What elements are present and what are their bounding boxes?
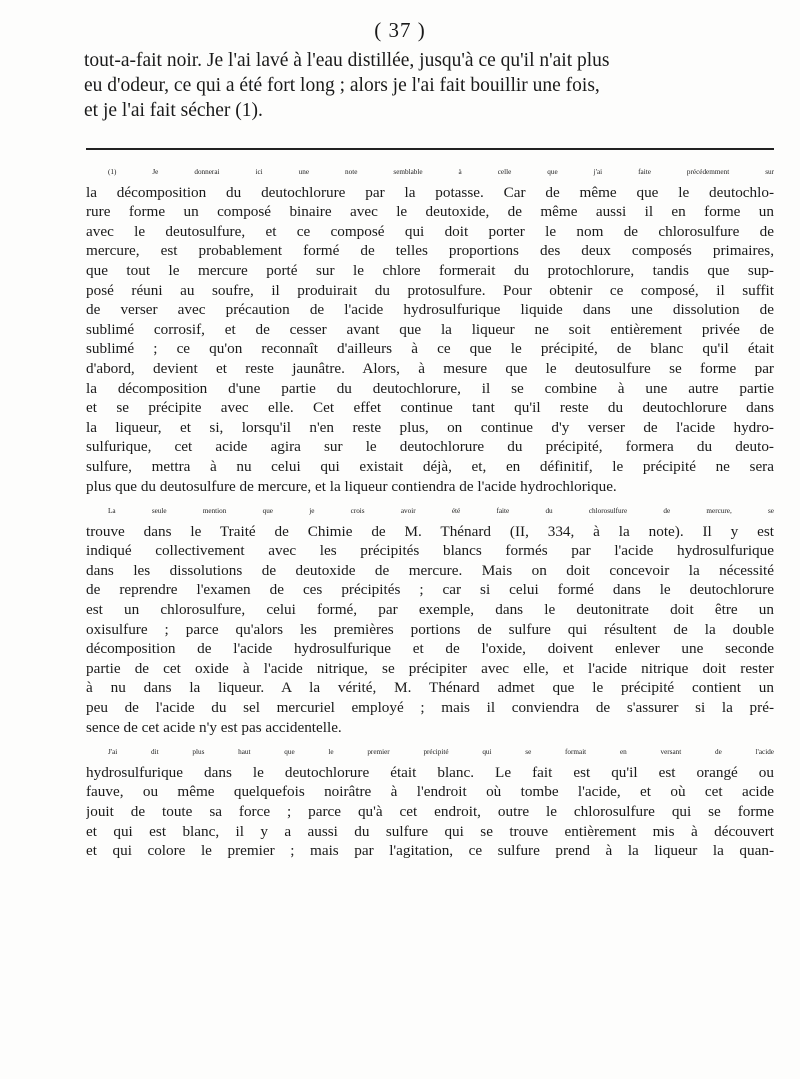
footnote-paragraph-3 [86,743,774,861]
footnote-line: à nu dans la liqueur. A la vérité, M. Thénard admet que le précipité contient un [86,679,774,697]
footnote-line: J'ai dit plus haut que le premier précipité qui se formait en versant de l'acide [108,748,774,757]
main-line: eu d'odeur, ce qui a été fort long ; alors je l'ai fait bouillir une fois, [84,75,600,96]
footnote-line: mercure, est probablement formé de telles proportions des deux composés primaires, [86,242,774,260]
footnote-separator-rule [86,148,774,150]
footnote-line: oxisulfure ; parce qu'alors les premières portions de sulfure qui résultent de la double [86,620,774,638]
footnote-line: est un chlorosulfure, celui formé, par exemple, dans le deutonitrate doit être un [86,601,774,619]
footnote-line: fauve, ou même quelquefois noirâtre à l'endroit où tombe l'acide, et où cet acide [86,783,774,801]
footnote-line: avec le deutosulfure, et ce composé qui doit porter le nom de chlorosulfure de [86,222,774,240]
footnote-line: sence de cet acide n'y est pas accidentelle. [86,718,342,736]
footnote-line: de reprendre l'examen de ces précipités ; car si celui formé dans le deutochlorure [86,581,774,599]
footnote-line: sulfure, mettra à nu celui qui existait déjà, et, en définitif, le précipité ne sera [86,457,774,475]
footnote-line: La seule mention que je crois avoir été faite du chlorosulfure de mercure, se [108,507,774,516]
footnote-line: et qui est blanc, il y a aussi du sulfure qui se trouve entièrement mis à découvert [86,822,774,840]
footnote-line: la décomposition du deutochlorure par la potasse. Car de même que le deutochlo- [86,183,774,201]
footnote-line: de verser avec précaution de l'acide hydrosulfurique liquide dans une dissolution de [86,301,774,319]
footnote-line: d'abord, devient et reste jaunâtre. Alors, à mesure que le deutosulfure se forme par [86,359,774,377]
footnote-line: la liqueur, et si, lorsqu'il n'en reste plus, on continue d'y verser de l'acide hydro- [86,418,774,436]
footnote-line: la décomposition d'une partie du deutochlorure, il se combine à une autre partie [86,379,774,397]
footnote-line: que tout le mercure porté sur le chlore formerait du protochlorure, tandis que sup- [86,261,774,279]
footnotes [86,163,774,867]
footnote-line: sublimé ; ce qu'on reconnaît d'ailleurs à ce que le précipité, de blanc qu'il était [86,340,774,358]
footnote-line: peu de l'acide du sel mercuriel employé ; mais il conviendra de s'assurer si la pré- [86,699,774,717]
footnote-line: hydrosulfurique dans le deutochlorure était blanc. Le fait est qu'il est orangé ou [86,763,774,781]
footnote-line: dans les dissolutions de deutoxide de mercure. Mais on doit concevoir la nécessité [86,561,774,579]
footnote-line: trouve dans le Traité de Chimie de M. Thénard (II, 334, à la note). Il y est [86,522,774,540]
footnote-line: partie de cet oxide à l'acide nitrique, se précipiter avec elle, et l'acide nitrique doit rester [86,659,774,677]
footnote-line: jouit de toute sa force ; parce qu'à cet endroit, outre le chlorosulfure qui se forme [86,803,774,820]
footnote-line: et se précipite avec elle. Cet effet continue tant qu'il reste du deutochlorure dans [86,399,774,417]
footnote-paragraph-2 [86,502,774,737]
footnote-line: posé réuni au soufre, il produirait du protosulfure. Pour obtenir ce composé, il suffit [86,281,774,299]
footnote-line: plus que du deutosulfure de mercure, et la liqueur contiendra de l'acide hydrochlorique. [86,477,617,495]
footnote-line: sublimé corrosif, et de cesser avant que la liqueur ne soit entièrement privée de [86,320,774,338]
footnote-paragraph-1 [86,163,774,496]
page-number: ( 37 ) [374,18,426,42]
main-text [84,48,772,123]
footnote-line: indiqué collectivement avec les précipités blancs formés par l'acide hydrosulfurique [86,542,774,560]
main-line: et je l'ai fait sécher (1). [84,100,263,121]
footnote-line: rure forme un composé binaire avec le deutoxide, de même aussi il en forme un [86,203,774,221]
footnote-line: décomposition de l'acide hydrosulfurique et de l'oxide, doivent enlever une seconde [86,640,774,658]
main-line: tout-a-fait noir. Je l'ai lavé à l'eau distillée, jusqu'à ce qu'il n'ait plus [84,50,610,71]
footnote-line: et qui colore le premier ; mais par l'agitation, ce sulfure prend à la liqueur la quan- [86,842,774,860]
footnote-line: sulfurique, cet acide agira sur le deutochlorure du précipité, formera du deuto- [86,438,774,456]
footnote-line: (1) Je donnerai ici une note semblable à celle que j'ai faite précédemment sur [108,168,774,176]
